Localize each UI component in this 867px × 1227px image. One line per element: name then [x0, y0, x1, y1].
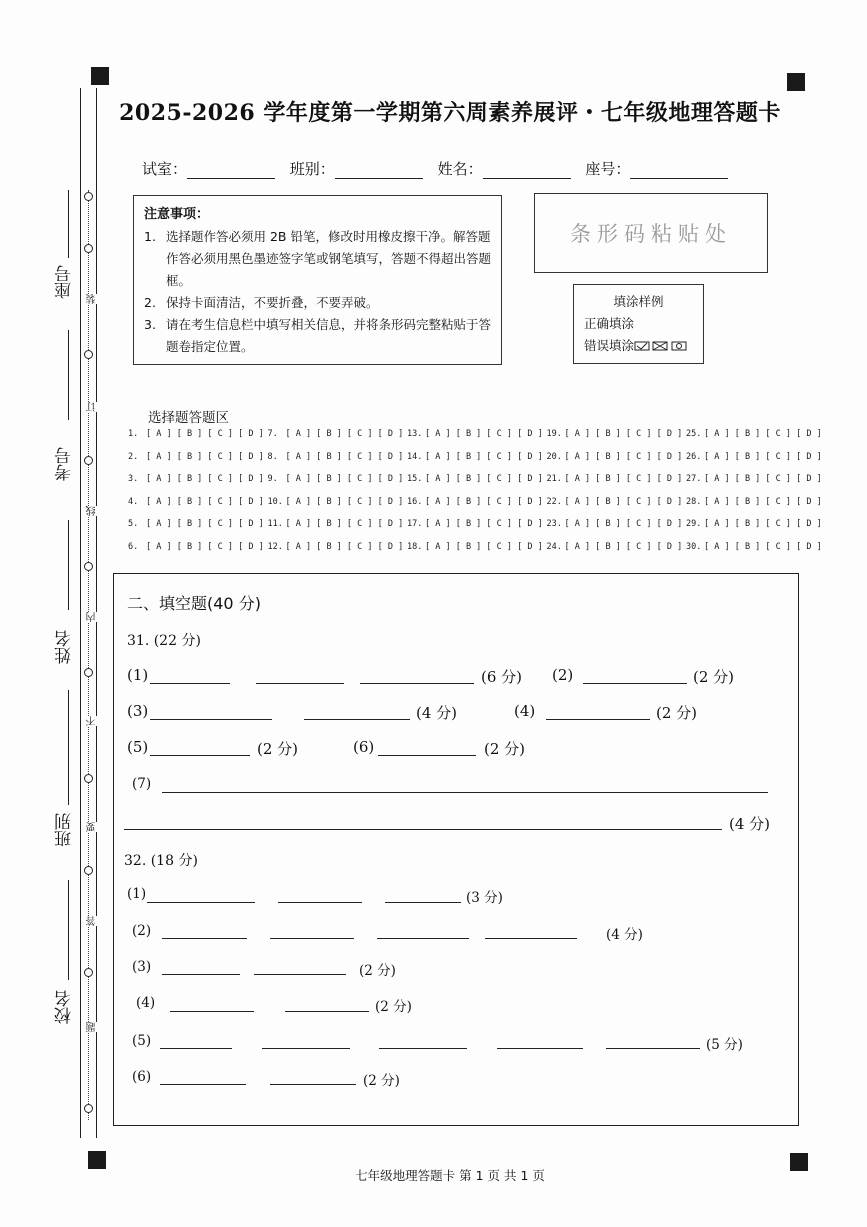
choice-question[interactable]: 16. [ A ] [ B ] [ C ] [ D ]: [407, 496, 543, 507]
positioning-mark-top-left: [91, 67, 109, 85]
seat-field[interactable]: [630, 162, 728, 179]
notice-item: 1. 选择题作答必须用 2B 铅笔，修改时用橡皮擦干净。解答题作答必须用黑色墨迹签字笔或钢笔填写，答题不得超出答题框。: [144, 229, 492, 288]
q31-part-6-label: (6): [353, 738, 375, 756]
room-label: 试室：: [142, 160, 188, 178]
q32-part-6-score: (2 分): [363, 1073, 400, 1089]
seal-char: 装: [87, 294, 98, 304]
seal-circle: [84, 1104, 93, 1113]
choice-question[interactable]: 14. [ A ] [ B ] [ C ] [ D ]: [407, 451, 543, 462]
question-32-title: 32. (18 分): [124, 853, 198, 869]
q31-3-blank-a[interactable]: [150, 719, 272, 720]
q32-part-4-score: (2 分): [375, 999, 412, 1015]
q32-5-blank-c[interactable]: [379, 1048, 467, 1049]
seal-circle: [84, 668, 93, 677]
question-31-title: 31. (22 分): [127, 633, 201, 649]
notice-box: [133, 195, 502, 365]
q31-part-1-label: (1): [127, 666, 149, 684]
choice-question[interactable]: 24. [ A ] [ B ] [ C ] [ D ]: [546, 541, 683, 552]
fill-sample-box: [573, 284, 704, 364]
q32-5-blank-a[interactable]: [160, 1048, 232, 1049]
seal-char: 订: [87, 402, 98, 412]
name-field[interactable]: [483, 162, 571, 179]
choice-row: [128, 519, 826, 542]
q32-2-blank-b[interactable]: [270, 938, 354, 939]
wrong-fill-example: 错误填涂: [584, 335, 693, 357]
correct-fill-example: 正确填涂: [584, 316, 635, 331]
page-title: 2025-2026 学年度第一学期第六周素养展评・七年级地理答题卡: [119, 100, 781, 126]
notice-item: 3. 请在考生信息栏中填写相关信息，并将条形码完整粘贴于答题卷指定位置。: [144, 317, 492, 354]
side-class-label: 班别: [55, 813, 75, 847]
class-label: 班别：: [289, 160, 335, 178]
q31-3-blank-b[interactable]: [304, 719, 410, 720]
q31-6-blank[interactable]: [378, 755, 476, 756]
q31-1-blank-b[interactable]: [256, 683, 344, 684]
choice-question[interactable]: 2. [ A ] [ B ] [ C ] [ D ]: [128, 451, 264, 462]
q31-part-5-label: (5): [127, 738, 149, 756]
choice-question[interactable]: 19. [ A ] [ B ] [ C ] [ D ]: [546, 429, 683, 439]
room-field[interactable]: [187, 162, 275, 179]
q31-part-7-score: (4 分): [729, 815, 771, 833]
positioning-mark-top-right: [787, 73, 805, 91]
q31-part-2-label: (2): [552, 666, 574, 684]
fill-sample-title: 填涂样例: [613, 294, 664, 309]
q32-part-2-label: (2): [132, 923, 152, 939]
q31-part-1-score: (6 分): [481, 668, 523, 686]
q31-part-4-score: (2 分): [656, 704, 698, 722]
q32-4-blank-a[interactable]: [170, 1011, 254, 1012]
fill-in-answer-box: [113, 573, 799, 1126]
choice-row: [128, 542, 826, 565]
notice-item: 2. 保持卡面清洁，不要折叠，不要弄破。: [144, 295, 379, 310]
seal-char: 要: [87, 822, 98, 832]
q32-5-blank-e[interactable]: [606, 1048, 700, 1049]
seal-char: 不: [87, 716, 98, 726]
choice-row: [128, 497, 826, 520]
q31-1-blank-a[interactable]: [150, 683, 230, 684]
q32-6-blank-a[interactable]: [160, 1084, 246, 1085]
q32-3-blank-b[interactable]: [254, 974, 346, 975]
q31-part-6-score: (2 分): [484, 740, 526, 758]
q32-1-blank-c[interactable]: [385, 902, 461, 903]
seat-field-line[interactable]: [68, 190, 69, 258]
fill-section-title: 二、填空题(40 分): [127, 594, 261, 613]
page-footer: 七年级地理答题卡 第 1 页 共 1 页: [355, 1168, 545, 1183]
choice-question[interactable]: 21. [ A ] [ B ] [ C ] [ D ]: [546, 474, 683, 485]
q31-2-blank[interactable]: [583, 683, 687, 684]
choice-answer-grid: [128, 429, 826, 565]
exam-no-field-line[interactable]: [68, 330, 69, 420]
choice-row: [128, 452, 826, 475]
choice-question[interactable]: 28. [ A ] [ B ] [ C ] [ D ]: [686, 496, 822, 507]
choice-question[interactable]: 10. [ A ] [ B ] [ C ] [ D ]: [267, 496, 404, 507]
choice-question[interactable]: 4. [ A ] [ B ] [ C ] [ D ]: [128, 496, 264, 507]
seal-circle: [84, 866, 93, 875]
name-label: 姓名：: [437, 160, 483, 178]
notice-heading: 注意事项：: [144, 207, 210, 222]
q32-part-4-label: (4): [136, 995, 156, 1011]
side-seat-label: 座号: [55, 265, 75, 299]
choice-question[interactable]: 11. [ A ] [ B ] [ C ] [ D ]: [267, 519, 404, 530]
q32-part-5-label: (5): [132, 1033, 152, 1049]
seal-char: 答: [87, 916, 98, 926]
seal-circle: [84, 774, 93, 783]
seal-char: 线: [87, 506, 98, 516]
q32-2-blank-c[interactable]: [377, 938, 469, 939]
barcode-area[interactable]: 条形码粘贴处: [534, 193, 768, 273]
school-field-line[interactable]: [68, 880, 69, 980]
q32-1-blank-a[interactable]: [147, 902, 255, 903]
side-school-label: 校名: [55, 990, 75, 1024]
choice-question[interactable]: 27. [ A ] [ B ] [ C ] [ D ]: [686, 474, 822, 485]
choice-question[interactable]: 23. [ A ] [ B ] [ C ] [ D ]: [546, 519, 683, 530]
q32-5-blank-b[interactable]: [262, 1048, 350, 1049]
q32-2-blank-a[interactable]: [162, 938, 247, 939]
choice-question[interactable]: 13. [ A ] [ B ] [ C ] [ D ]: [407, 429, 543, 439]
choice-question[interactable]: 5. [ A ] [ B ] [ C ] [ D ]: [128, 519, 264, 530]
seat-label: 座号：: [585, 160, 631, 178]
choice-question[interactable]: 8. [ A ] [ B ] [ C ] [ D ]: [267, 451, 404, 462]
class-field[interactable]: [335, 162, 423, 179]
side-exam-no-label: 考号: [55, 447, 75, 481]
q31-1-blank-c[interactable]: [360, 683, 474, 684]
side-name-label: 姓名: [55, 630, 75, 664]
seal-circle: [84, 244, 93, 253]
q32-part-3-label: (3): [132, 959, 152, 975]
q31-4-blank[interactable]: [546, 719, 650, 720]
seal-circle: [84, 562, 93, 571]
seal-dotted-line: [88, 190, 89, 1120]
choice-question[interactable]: 22. [ A ] [ B ] [ C ] [ D ]: [546, 496, 683, 507]
choice-question[interactable]: 29. [ A ] [ B ] [ C ] [ D ]: [686, 519, 822, 530]
choice-question[interactable]: 25. [ A ] [ B ] [ C ] [ D ]: [686, 429, 822, 439]
q32-2-blank-d[interactable]: [485, 938, 577, 939]
choice-question[interactable]: 20. [ A ] [ B ] [ C ] [ D ]: [546, 451, 683, 462]
choice-question[interactable]: 30. [ A ] [ B ] [ C ] [ D ]: [686, 541, 822, 552]
choice-question[interactable]: 6. [ A ] [ B ] [ C ] [ D ]: [128, 541, 264, 552]
choice-question[interactable]: 12. [ A ] [ B ] [ C ] [ D ]: [267, 541, 404, 552]
seal-circle: [84, 350, 93, 359]
wrong-fill-icons: [634, 340, 690, 352]
choice-row: [128, 474, 826, 497]
seal-char: 内: [87, 612, 98, 622]
choice-question[interactable]: 7. [ A ] [ B ] [ C ] [ D ]: [267, 429, 404, 439]
q32-part-2-score: (4 分): [606, 927, 643, 943]
choice-question[interactable]: 15. [ A ] [ B ] [ C ] [ D ]: [407, 474, 543, 485]
q32-4-blank-b[interactable]: [285, 1011, 369, 1012]
q32-part-3-score: (2 分): [359, 963, 396, 979]
q31-7-blank-line1[interactable]: [162, 792, 768, 793]
choice-question[interactable]: 26. [ A ] [ B ] [ C ] [ D ]: [686, 451, 822, 462]
q31-part-3-score: (4 分): [416, 704, 458, 722]
q31-7-blank-line2[interactable]: [124, 829, 722, 830]
choice-question[interactable]: 1. [ A ] [ B ] [ C ] [ D ]: [128, 429, 264, 439]
binding-border-outer: [80, 88, 81, 1138]
q31-part-3-label: (3): [127, 702, 149, 720]
choice-section-title: 选择题答题区: [148, 410, 229, 426]
q32-3-blank-a[interactable]: [162, 974, 240, 975]
seal-circle: [84, 192, 93, 201]
q32-5-blank-d[interactable]: [497, 1048, 583, 1049]
q31-part-5-score: (2 分): [257, 740, 299, 758]
q32-part-1-score: (3 分): [466, 890, 503, 906]
choice-question[interactable]: 17. [ A ] [ B ] [ C ] [ D ]: [407, 519, 543, 530]
q31-5-blank[interactable]: [150, 755, 250, 756]
seal-circle: [84, 456, 93, 465]
choice-question[interactable]: 9. [ A ] [ B ] [ C ] [ D ]: [267, 474, 404, 485]
choice-question[interactable]: 3. [ A ] [ B ] [ C ] [ D ]: [128, 474, 264, 485]
student-info-row: [142, 158, 738, 179]
q32-part-1-label: (1): [127, 886, 147, 902]
choice-question[interactable]: 18. [ A ] [ B ] [ C ] [ D ]: [407, 541, 543, 552]
class-field-line[interactable]: [68, 690, 69, 805]
q31-part-2-score: (2 分): [693, 668, 735, 686]
q31-part-7-label: (7): [132, 776, 152, 792]
q32-part-5-score: (5 分): [706, 1037, 743, 1053]
q32-1-blank-b[interactable]: [278, 902, 362, 903]
seal-circle: [84, 968, 93, 977]
q31-part-4-label: (4): [514, 702, 536, 720]
q32-part-6-label: (6): [132, 1069, 152, 1085]
q32-6-blank-b[interactable]: [270, 1084, 356, 1085]
seal-char: 题: [87, 1022, 98, 1032]
choice-row: [128, 429, 826, 452]
name-field-line[interactable]: [68, 520, 69, 610]
